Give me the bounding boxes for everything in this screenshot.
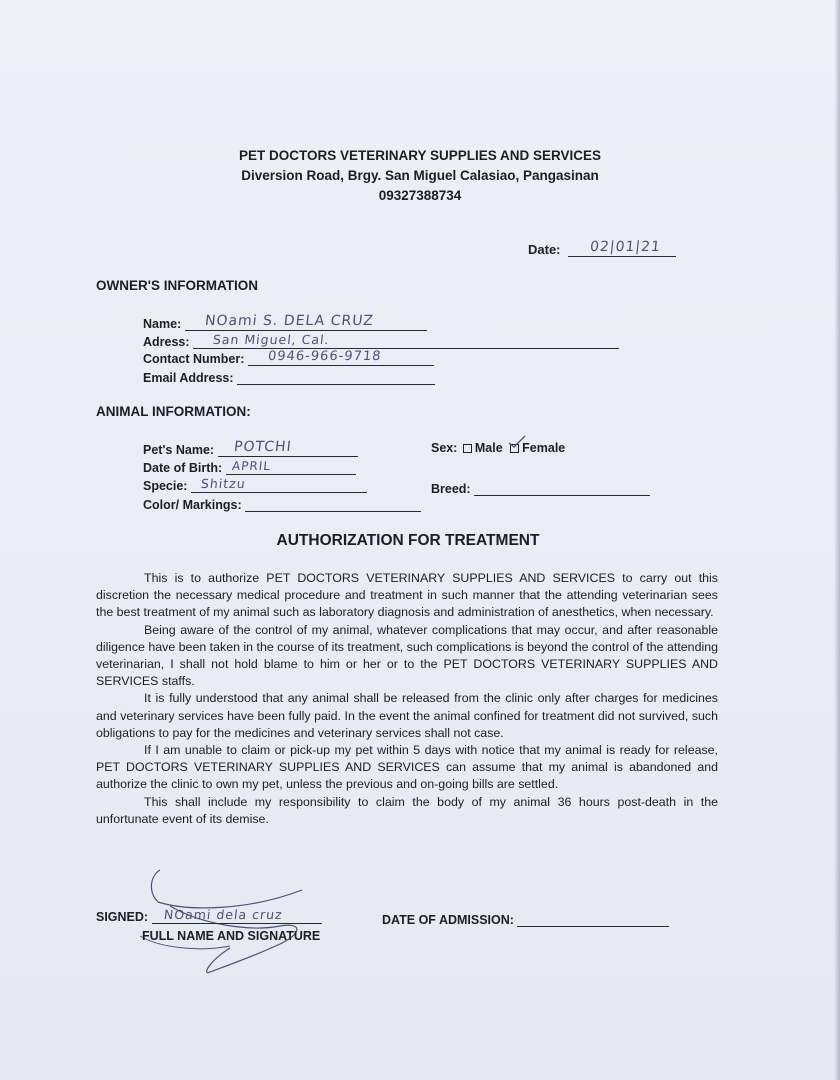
owner-email-line xyxy=(237,368,435,385)
sex-field xyxy=(431,441,565,455)
breed-field[interactable] xyxy=(431,479,650,496)
authorization-paragraph: It is fully understood that any animal shall be released from the clinic only after charges for medicines and veterinary services have been fully paid. In the event the animal confined for treatment did not survived, such obligations to pay for the medicines and veterinary services shall not case. xyxy=(96,691,718,740)
male-checkbox[interactable] xyxy=(463,444,472,453)
dob-value: APRIL xyxy=(230,459,272,473)
color-label: Color/ Markings: xyxy=(143,498,242,512)
specie-label: Specie: xyxy=(143,479,188,493)
pet-name-line xyxy=(218,440,358,457)
owner-contact-line xyxy=(248,349,434,366)
form-header xyxy=(0,146,840,206)
admission-label: DATE OF ADMISSION: xyxy=(382,913,514,927)
business-name: PET DOCTORS VETERINARY SUPPLIES AND SERVICES xyxy=(238,148,602,163)
owner-address-field[interactable] xyxy=(143,332,619,349)
breed-label: Breed: xyxy=(431,482,471,496)
owner-address-value: San Miguel, Cal. xyxy=(212,332,331,347)
authorization-paragraph: If I am unable to claim or pick-up my pet within 5 days with notice that my animal is ready for release, PET DOCTORS VETERINARY SUPPLIES AND SERVICES can assume that my animal is abandoned and authorize the clinic to own my pet, unless the previous and on-going bills are settled. xyxy=(96,743,718,792)
breed-line xyxy=(474,479,650,496)
animal-section-title: ANIMAL INFORMATION: xyxy=(96,404,251,419)
owner-email-field[interactable] xyxy=(143,368,435,385)
specie-line xyxy=(191,476,367,493)
owner-email-label: Email Address: xyxy=(143,371,234,385)
color-line xyxy=(245,495,421,512)
owner-address-line xyxy=(193,332,619,349)
owner-name-value: NOami S. DELA CRUZ xyxy=(203,313,375,329)
page-edge-shadow xyxy=(834,0,840,1080)
authorization-title: AUTHORIZATION FOR TREATMENT xyxy=(276,532,540,549)
owner-name-label: Name: xyxy=(143,317,182,331)
date-value: 02|01|21 xyxy=(589,239,662,255)
date-label: Date: xyxy=(528,242,561,257)
owner-contact-field[interactable] xyxy=(143,349,434,366)
signed-label: SIGNED: xyxy=(96,910,149,924)
date-line xyxy=(568,240,676,257)
authorization-paragraph: This is to authorize PET DOCTORS VETERINARY SUPPLIES AND SERVICES to carry out this discretion the necessary medical procedure and treatment in such manner that the attending veterinarian sees the best treatment of my animal such as laboratory diagnosis and administration of anesthetics, when necessary. xyxy=(96,571,718,620)
business-phone: 09327388734 xyxy=(378,188,462,203)
signed-field[interactable] xyxy=(96,907,322,924)
male-label: Male xyxy=(474,441,503,455)
owner-section-title: OWNER'S INFORMATION xyxy=(96,278,258,293)
owner-name-line xyxy=(185,314,427,331)
female-check-mark-icon xyxy=(508,435,526,449)
signature-caption: FULL NAME AND SIGNATURE xyxy=(142,929,321,943)
owner-contact-value: 0946-966-9718 xyxy=(267,349,383,364)
owner-contact-label: Contact Number: xyxy=(143,352,245,366)
color-field[interactable] xyxy=(143,495,421,512)
signature-name: NOami dela cruz xyxy=(162,907,284,922)
authorization-paragraph: This shall include my responsibility to claim the body of my animal 36 hours post-death in the unfortunate event of its demise. xyxy=(96,794,718,826)
sex-label: Sex: xyxy=(431,441,458,455)
authorization-paragraph: Being aware of the control of my animal, whatever complications that may occur, and after reasonable diligence have been taken in the course of its treatment, such complications is beyond the control of the attending veterinarian, I shall not hold blame to him or her or to the PET DOCTORS VETERINARY SUPPLIES AND SERVICES staffs. xyxy=(96,622,718,689)
specie-field[interactable] xyxy=(143,476,367,493)
authorization-body xyxy=(96,570,718,828)
female-label: Female xyxy=(522,441,566,455)
owner-name-field[interactable] xyxy=(143,314,427,331)
admission-field[interactable] xyxy=(382,910,669,927)
pet-name-value: POTCHI xyxy=(232,439,293,455)
dob-field[interactable] xyxy=(143,458,356,475)
specie-value: Shitzu xyxy=(200,476,247,491)
date-field[interactable] xyxy=(528,240,676,257)
pet-name-label: Pet's Name: xyxy=(143,443,215,457)
signature-line xyxy=(152,907,322,924)
pet-name-field[interactable] xyxy=(143,440,358,457)
dob-label: Date of Birth: xyxy=(143,461,223,475)
owner-address-label: Adress: xyxy=(143,335,190,349)
admission-line xyxy=(517,910,669,927)
dob-line xyxy=(226,458,356,475)
business-address: Diversion Road, Brgy. San Miguel Calasiao, Pangasinan xyxy=(241,168,599,183)
